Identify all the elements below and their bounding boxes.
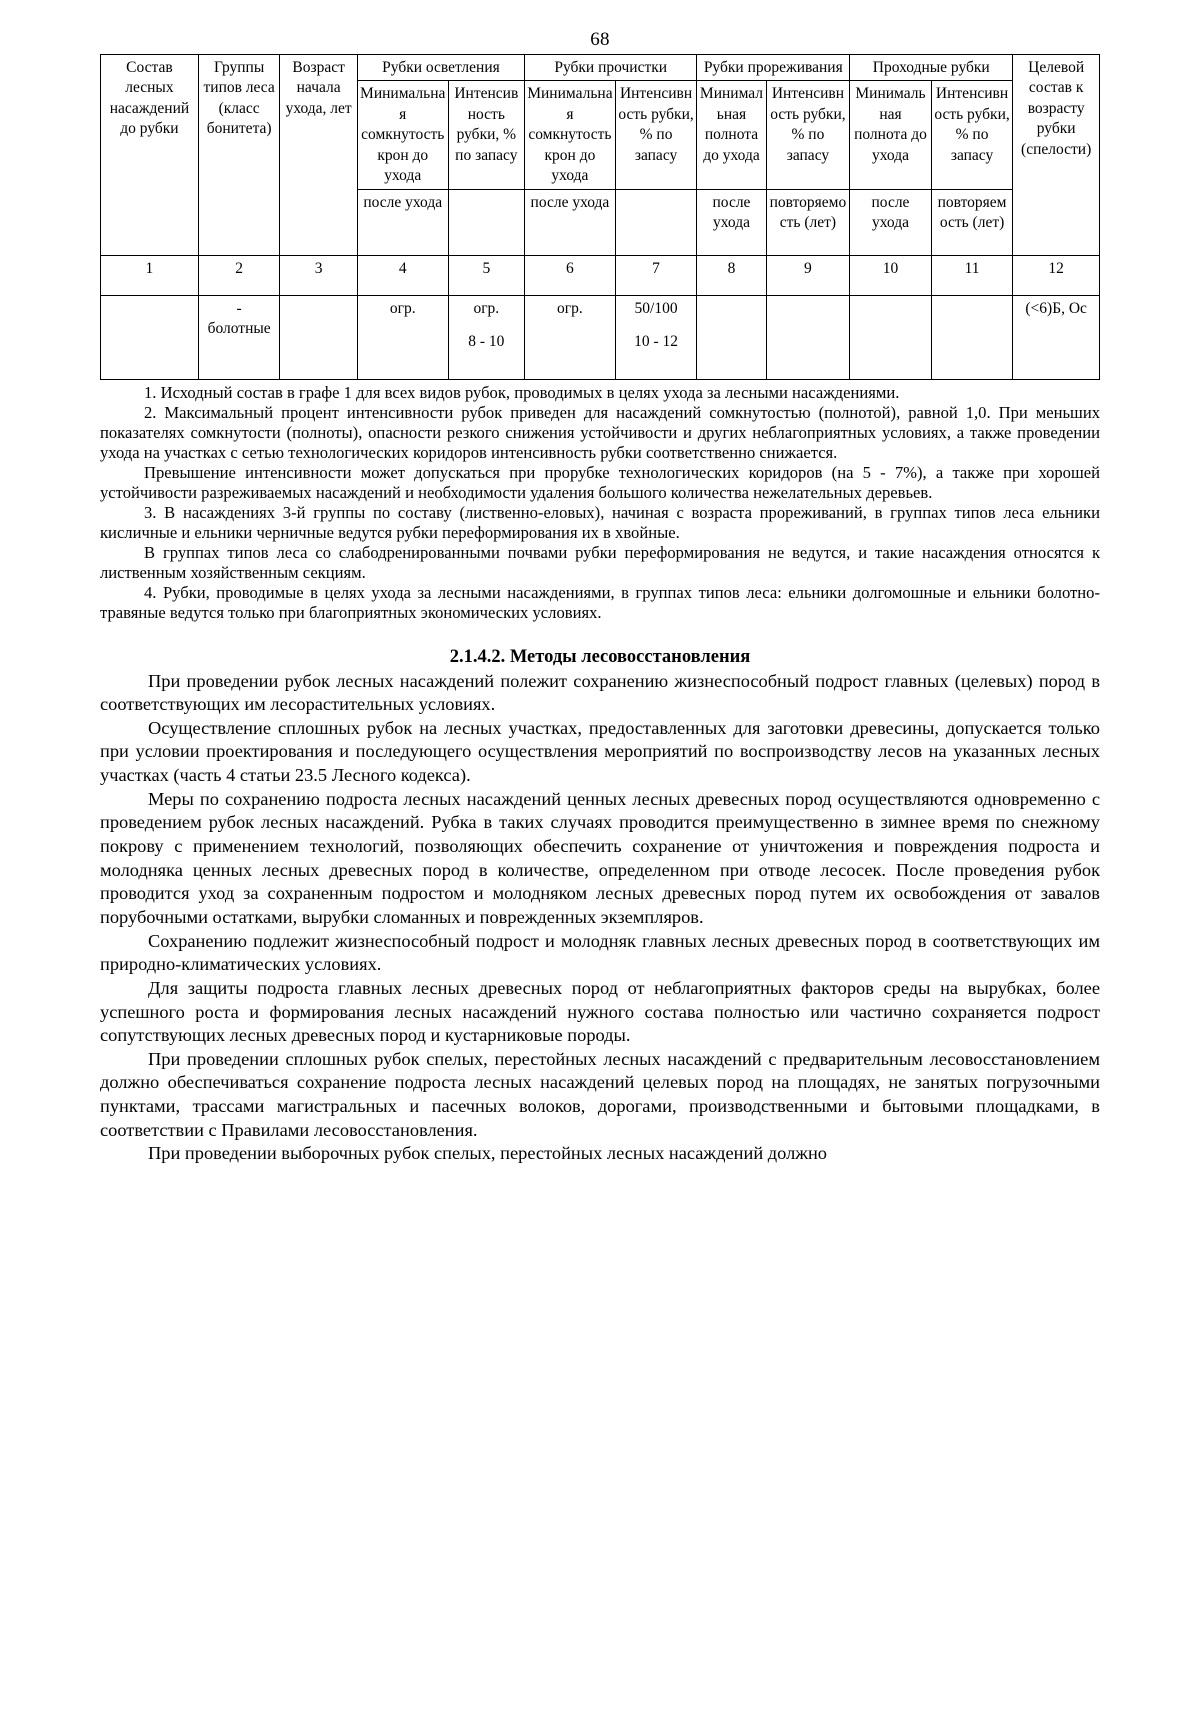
data-cell-5-top: огр.	[473, 299, 500, 317]
data-cell-5-bottom: 8 - 10	[468, 333, 505, 351]
header-cell-h11: Интенсивность рубки, % по запасу	[931, 81, 1013, 189]
data-cell-5-spacer	[451, 319, 522, 332]
col-number-12: 12	[1013, 255, 1100, 295]
header-cell-osvetleniya: Рубки осветления	[357, 55, 524, 81]
note-4: 4. Рубки, проводимые в целях ухода за лесными насаждениями, в группах типов леса: ельники долгомошные и ельники болотно-травяные ведутся только при благоприятных экономических условиях.	[100, 582, 1100, 622]
body-paragraph-7: При проведении выборочных рубок спелых, перестойных лесных насаждений должно	[148, 1143, 828, 1164]
section-body	[100, 670, 1100, 1166]
header-cell-composition: Состав лесных насаждений до рубки	[101, 55, 199, 256]
col-number-11: 11	[931, 255, 1013, 295]
data-cell-2-line1: -	[236, 299, 242, 317]
header-cell-h9b: повторяемость (лет)	[766, 189, 850, 255]
data-cell-5	[448, 295, 524, 379]
header-cell-h6: Минимальная сомкнутость крон до ухода	[525, 81, 616, 189]
data-cell-7-bottom: 10 - 12	[634, 333, 679, 351]
data-cell-6	[525, 295, 616, 379]
body-paragraph-5: Для защиты подроста главных лесных древесных пород от неблагоприятных факторов среды на вырубках, более успешного роста и формирования лесных насаждений нужного состава полностью или частично сохраняется подрост сопутствующих лесных древесных пород и кустарниковые породы.	[100, 977, 1100, 1046]
note-1: 1. Исходный состав в графе 1 для всех видов рубок, проводимых в целях ухода за лесными насаждениями.	[144, 382, 900, 402]
table-row	[101, 295, 1100, 379]
header-cell-forest-type-groups: Группы типов леса (класс бонитета)	[198, 55, 280, 256]
header-cell-prochistki: Рубки прочистки	[525, 55, 697, 81]
col-number-5: 5	[448, 255, 524, 295]
data-cell-6-spacer	[527, 319, 613, 332]
body-paragraph-6: При проведении сплошных рубок спелых, перестойных лесных насаждений с предварительным лесовосстановлением должно обеспечиваться сохранение подроста лесных насаждений целевых пород на площадях, не занятых погрузочными пунктами, трассами магистральных и пасечных волоков, дорогами, производственными и бытовыми площадками, в соответствии с Правилами лесовосстановления.	[100, 1048, 1100, 1140]
header-cell-h10b: после ухода	[850, 189, 932, 255]
header-cell-h9: Интенсивность рубки, % по запасу	[766, 81, 850, 189]
col-number-1: 1	[101, 255, 199, 295]
data-cell-4-top: огр.	[389, 299, 416, 317]
felling-parameters-table	[100, 54, 1100, 380]
col-number-6: 6	[525, 255, 616, 295]
data-cell-2-line2: болотные	[207, 320, 271, 338]
document-page	[0, 30, 1200, 1727]
data-cell-3	[280, 295, 357, 379]
header-cell-h5b	[448, 189, 524, 255]
data-cell-6-top: огр.	[557, 299, 583, 317]
data-cell-7-spacer	[618, 319, 695, 332]
data-cell-8	[697, 295, 766, 379]
section-heading: 2.1.4.2. Методы лесовосстановления	[449, 646, 751, 667]
data-cell-2	[198, 295, 280, 379]
header-cell-h7b	[615, 189, 697, 255]
col-number-9: 9	[766, 255, 850, 295]
col-number-4: 4	[357, 255, 448, 295]
table-notes	[100, 383, 1100, 623]
col-number-10: 10	[850, 255, 932, 295]
data-cell-10	[850, 295, 932, 379]
note-3b: В группах типов леса со слабодренированными почвами рубки переформирования не ведутся, и такие насаждения относятся к лиственным хозяйственным секциям.	[100, 542, 1100, 582]
col-number-2: 2	[198, 255, 280, 295]
col-number-7: 7	[615, 255, 697, 295]
header-cell-h7: Интенсивность рубки, % по запасу	[615, 81, 697, 189]
header-cell-h4: Минимальная сомкнутость крон до ухода	[357, 81, 448, 189]
data-cell-11	[931, 295, 1013, 379]
header-cell-h6b: после ухода	[525, 189, 616, 255]
table-header-row-1	[101, 55, 1100, 81]
data-cell-9	[766, 295, 850, 379]
data-cell-12	[1013, 295, 1100, 379]
header-cell-h8b: после ухода	[697, 189, 766, 255]
header-cell-prohodnye: Проходные рубки	[850, 55, 1013, 81]
header-cell-target-composition: Целевой состав к возрасту рубки (спелости)	[1013, 55, 1100, 256]
data-cell-1	[101, 295, 199, 379]
body-paragraph-4: Сохранению подлежит жизнеспособный подрост и молодняк главных лесных древесных пород в соответствующих им природно-климатических условиях.	[100, 930, 1100, 975]
note-2b: Превышение интенсивности может допускаться при прорубке технологических коридоров (на 5 - 7%), а также при хорошей устойчивости разреживаемых насаждений и необходимости удаления большого количества нежелательных деревьев.	[100, 462, 1100, 502]
header-cell-h8: Минимальная полнота до ухода	[697, 81, 766, 189]
header-cell-h5: Интенсивность рубки, % по запасу	[448, 81, 524, 189]
header-cell-prorezhivaniya: Рубки прореживания	[697, 55, 850, 81]
note-2: 2. Максимальный процент интенсивности рубок приведен для насаждений сомкнутостью (полнотой), равной 1,0. При меньших показателях сомкнутости (полноты), опасности резкого снижения устойчивости и других неблагоприятных условиях, а также проведении ухода на участках с сетью технологических коридоров интенсивность рубки соответственно снижается.	[100, 402, 1100, 462]
data-cell-12-top: (<6)Б, Ос	[1025, 299, 1087, 317]
col-number-8: 8	[697, 255, 766, 295]
header-cell-h4b: после ухода	[357, 189, 448, 255]
data-cell-7	[615, 295, 697, 379]
page-number: 68	[590, 29, 610, 50]
table-column-number-row	[101, 255, 1100, 295]
body-paragraph-2: Осуществление сплошных рубок на лесных участках, предоставленных для заготовки древесины, допускается только при условии проектирования и последующего осуществления мероприятий по воспроизводству лесов на указанных лесных участках (часть 4 статьи 23.5 Лесного кодекса).	[100, 717, 1100, 786]
note-3: 3. В насаждениях 3-й группы по составу (лиственно-еловых), начиная с возраста прореживаний, в группах типов леса ельники кисличные и ельники черничные ведутся рубки переформирования их в хвойные.	[100, 502, 1100, 542]
header-cell-h11b: повторяемость (лет)	[931, 189, 1013, 255]
data-cell-4	[357, 295, 448, 379]
data-cell-4-spacer	[360, 319, 446, 332]
body-paragraph-1: При проведении рубок лесных насаждений полежит сохранению жизнеспособный подрост главных (целевых) пород в соответствующих им лесорастительных условиях.	[100, 670, 1100, 715]
body-paragraph-3: Меры по сохранению подроста лесных насаждений ценных лесных древесных пород осуществляются одновременно с проведением рубок лесных насаждений. Рубка в таких случаях проводится преимущественно в зимнее время по снежному покрову с применением технологий, позволяющих обеспечить сохранение от уничтожения и повреждения подроста и молодняка ценных лесных древесных пород в количестве, определенном при отводе лесосек. После проведения рубок проводится уход за сохраненным подростом и молодняком лесных древесных пород путем их освобождения от завалов порубочными остатками, вырубки сломанных и поврежденных экземпляров.	[100, 788, 1100, 927]
header-cell-start-age: Возраст начала ухода, лет	[280, 55, 357, 256]
col-number-3: 3	[280, 255, 357, 295]
data-cell-7-top: 50/100	[634, 299, 678, 317]
header-cell-h10: Минимальная полнота до ухода	[850, 81, 932, 189]
